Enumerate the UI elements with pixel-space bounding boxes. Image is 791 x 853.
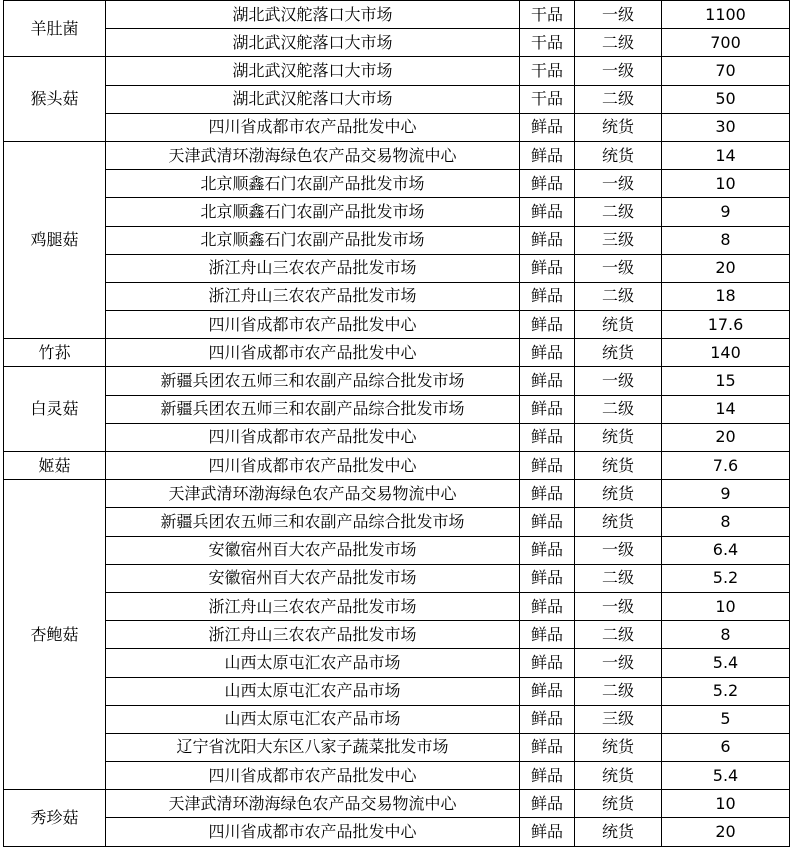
type-cell: 鲜品 <box>520 113 575 141</box>
price-table-body <box>4 1 790 847</box>
type-cell: 干品 <box>520 29 575 57</box>
table-row <box>4 649 790 677</box>
price-cell: 14 <box>662 395 790 423</box>
table-row <box>4 198 790 226</box>
variety-cell: 杏鲍菇 <box>4 480 106 790</box>
market-cell: 浙江舟山三农农产品批发市场 <box>106 282 520 310</box>
price-cell: 15 <box>662 367 790 395</box>
type-cell: 干品 <box>520 85 575 113</box>
grade-cell: 统货 <box>575 113 662 141</box>
market-cell: 新疆兵团农五师三和农副产品综合批发市场 <box>106 395 520 423</box>
price-cell: 20 <box>662 423 790 451</box>
table-row <box>4 677 790 705</box>
market-cell: 浙江舟山三农农产品批发市场 <box>106 254 520 282</box>
table-row <box>4 564 790 592</box>
price-cell: 30 <box>662 113 790 141</box>
table-row <box>4 311 790 339</box>
type-cell: 鲜品 <box>520 339 575 367</box>
market-cell: 四川省成都市农产品批发中心 <box>106 311 520 339</box>
price-cell: 70 <box>662 57 790 85</box>
market-cell: 浙江舟山三农农产品批发市场 <box>106 621 520 649</box>
price-cell: 6.4 <box>662 536 790 564</box>
grade-cell: 一级 <box>575 649 662 677</box>
variety-cell: 白灵菇 <box>4 367 106 452</box>
market-cell: 安徽宿州百大农产品批发市场 <box>106 564 520 592</box>
grade-cell: 一级 <box>575 536 662 564</box>
table-row <box>4 733 790 761</box>
market-cell: 山西太原屯汇农产品市场 <box>106 677 520 705</box>
table-row <box>4 480 790 508</box>
type-cell: 鲜品 <box>520 790 575 818</box>
price-cell: 14 <box>662 141 790 169</box>
type-cell: 鲜品 <box>520 818 575 846</box>
grade-cell: 一级 <box>575 1 662 29</box>
price-cell: 140 <box>662 339 790 367</box>
variety-cell: 秀珍菇 <box>4 790 106 846</box>
price-cell: 7.6 <box>662 452 790 480</box>
type-cell: 鲜品 <box>520 452 575 480</box>
price-table <box>3 0 790 847</box>
market-cell: 北京顺鑫石门农副产品批发市场 <box>106 170 520 198</box>
variety-cell: 猴头菇 <box>4 57 106 142</box>
market-cell: 北京顺鑫石门农副产品批发市场 <box>106 198 520 226</box>
market-cell: 四川省成都市农产品批发中心 <box>106 423 520 451</box>
grade-cell: 二级 <box>575 621 662 649</box>
price-cell: 10 <box>662 790 790 818</box>
type-cell: 鲜品 <box>520 226 575 254</box>
price-cell: 20 <box>662 818 790 846</box>
price-cell: 9 <box>662 198 790 226</box>
grade-cell: 统货 <box>575 508 662 536</box>
price-cell: 8 <box>662 226 790 254</box>
grade-cell: 三级 <box>575 705 662 733</box>
type-cell: 鲜品 <box>520 423 575 451</box>
price-cell: 1100 <box>662 1 790 29</box>
market-cell: 湖北武汉舵落口大市场 <box>106 1 520 29</box>
table-row <box>4 790 790 818</box>
price-cell: 17.6 <box>662 311 790 339</box>
price-cell: 10 <box>662 592 790 620</box>
variety-cell: 姬菇 <box>4 452 106 480</box>
grade-cell: 统货 <box>575 733 662 761</box>
type-cell: 鲜品 <box>520 170 575 198</box>
grade-cell: 二级 <box>575 395 662 423</box>
type-cell: 鲜品 <box>520 141 575 169</box>
table-row <box>4 536 790 564</box>
table-row <box>4 367 790 395</box>
market-cell: 安徽宿州百大农产品批发市场 <box>106 536 520 564</box>
type-cell: 鲜品 <box>520 705 575 733</box>
market-cell: 四川省成都市农产品批发中心 <box>106 452 520 480</box>
price-cell: 18 <box>662 282 790 310</box>
grade-cell: 统货 <box>575 423 662 451</box>
grade-cell: 统货 <box>575 480 662 508</box>
grade-cell: 统货 <box>575 818 662 846</box>
market-cell: 天津武清环渤海绿色农产品交易物流中心 <box>106 141 520 169</box>
type-cell: 鲜品 <box>520 536 575 564</box>
table-row <box>4 395 790 423</box>
grade-cell: 一级 <box>575 254 662 282</box>
grade-cell: 统货 <box>575 452 662 480</box>
grade-cell: 统货 <box>575 339 662 367</box>
grade-cell: 统货 <box>575 790 662 818</box>
price-cell: 5.2 <box>662 564 790 592</box>
market-cell: 山西太原屯汇农产品市场 <box>106 705 520 733</box>
table-row <box>4 339 790 367</box>
market-cell: 湖北武汉舵落口大市场 <box>106 29 520 57</box>
grade-cell: 统货 <box>575 141 662 169</box>
market-cell: 湖北武汉舵落口大市场 <box>106 57 520 85</box>
table-row <box>4 254 790 282</box>
price-cell: 8 <box>662 621 790 649</box>
variety-cell: 竹荪 <box>4 339 106 367</box>
grade-cell: 一级 <box>575 57 662 85</box>
market-cell: 四川省成都市农产品批发中心 <box>106 762 520 790</box>
market-cell: 新疆兵团农五师三和农副产品综合批发市场 <box>106 508 520 536</box>
table-row <box>4 282 790 310</box>
price-cell: 20 <box>662 254 790 282</box>
type-cell: 鲜品 <box>520 254 575 282</box>
grade-cell: 二级 <box>575 198 662 226</box>
table-row <box>4 508 790 536</box>
grade-cell: 统货 <box>575 311 662 339</box>
price-cell: 6 <box>662 733 790 761</box>
market-cell: 四川省成都市农产品批发中心 <box>106 339 520 367</box>
market-cell: 天津武清环渤海绿色农产品交易物流中心 <box>106 790 520 818</box>
price-cell: 9 <box>662 480 790 508</box>
table-row <box>4 29 790 57</box>
table-row <box>4 452 790 480</box>
grade-cell: 二级 <box>575 85 662 113</box>
type-cell: 鲜品 <box>520 508 575 536</box>
price-cell: 5 <box>662 705 790 733</box>
table-row <box>4 592 790 620</box>
grade-cell: 三级 <box>575 226 662 254</box>
type-cell: 鲜品 <box>520 480 575 508</box>
market-cell: 湖北武汉舵落口大市场 <box>106 85 520 113</box>
table-row <box>4 170 790 198</box>
table-row <box>4 705 790 733</box>
market-cell: 新疆兵团农五师三和农副产品综合批发市场 <box>106 367 520 395</box>
type-cell: 鲜品 <box>520 677 575 705</box>
type-cell: 干品 <box>520 57 575 85</box>
type-cell: 鲜品 <box>520 649 575 677</box>
grade-cell: 二级 <box>575 677 662 705</box>
market-cell: 浙江舟山三农农产品批发市场 <box>106 592 520 620</box>
type-cell: 鲜品 <box>520 762 575 790</box>
type-cell: 鲜品 <box>520 198 575 226</box>
table-row <box>4 113 790 141</box>
type-cell: 干品 <box>520 1 575 29</box>
grade-cell: 一级 <box>575 367 662 395</box>
type-cell: 鲜品 <box>520 733 575 761</box>
table-row <box>4 423 790 451</box>
market-cell: 辽宁省沈阳大东区八家子蔬菜批发市场 <box>106 733 520 761</box>
table-row <box>4 226 790 254</box>
grade-cell: 一级 <box>575 592 662 620</box>
price-cell: 700 <box>662 29 790 57</box>
type-cell: 鲜品 <box>520 592 575 620</box>
market-cell: 山西太原屯汇农产品市场 <box>106 649 520 677</box>
price-cell: 5.4 <box>662 649 790 677</box>
type-cell: 鲜品 <box>520 564 575 592</box>
table-row <box>4 141 790 169</box>
grade-cell: 二级 <box>575 29 662 57</box>
table-row <box>4 621 790 649</box>
table-row <box>4 1 790 29</box>
table-row <box>4 57 790 85</box>
table-row <box>4 85 790 113</box>
grade-cell: 二级 <box>575 282 662 310</box>
market-cell: 天津武清环渤海绿色农产品交易物流中心 <box>106 480 520 508</box>
grade-cell: 一级 <box>575 170 662 198</box>
type-cell: 鲜品 <box>520 621 575 649</box>
variety-cell: 羊肚菌 <box>4 1 106 57</box>
market-cell: 四川省成都市农产品批发中心 <box>106 818 520 846</box>
price-cell: 50 <box>662 85 790 113</box>
grade-cell: 统货 <box>575 762 662 790</box>
table-row <box>4 762 790 790</box>
price-cell: 5.4 <box>662 762 790 790</box>
price-cell: 8 <box>662 508 790 536</box>
grade-cell: 二级 <box>575 564 662 592</box>
price-cell: 10 <box>662 170 790 198</box>
variety-cell: 鸡腿菇 <box>4 141 106 338</box>
market-cell: 四川省成都市农产品批发中心 <box>106 113 520 141</box>
type-cell: 鲜品 <box>520 395 575 423</box>
price-cell: 5.2 <box>662 677 790 705</box>
market-cell: 北京顺鑫石门农副产品批发市场 <box>106 226 520 254</box>
type-cell: 鲜品 <box>520 367 575 395</box>
type-cell: 鲜品 <box>520 282 575 310</box>
type-cell: 鲜品 <box>520 311 575 339</box>
table-row <box>4 818 790 846</box>
